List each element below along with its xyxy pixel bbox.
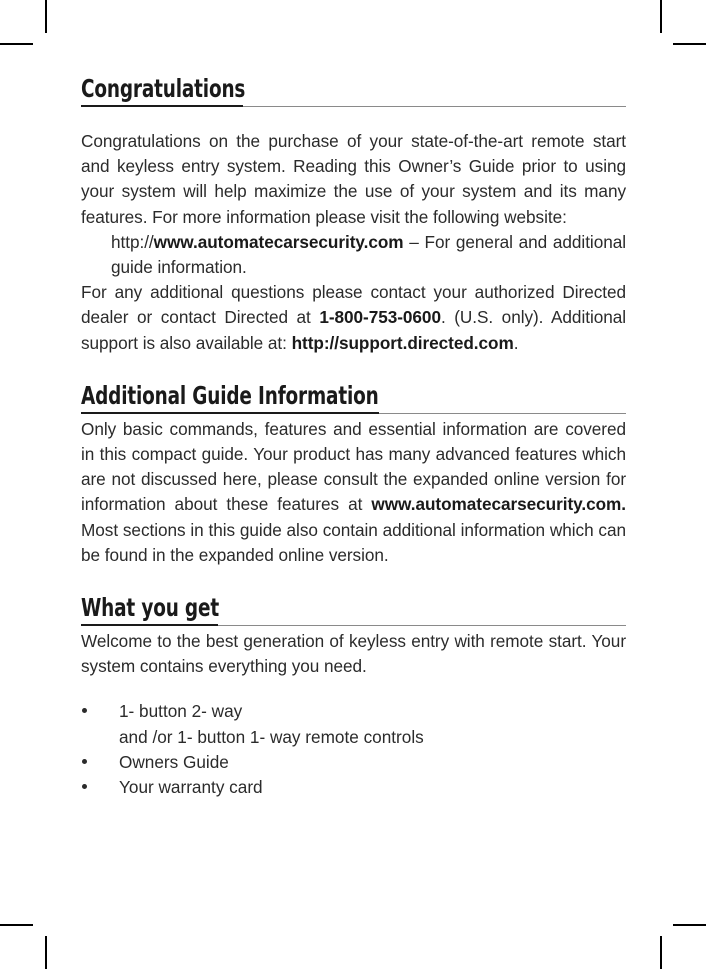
text-run: – For general and additional guide information. bbox=[111, 231, 626, 278]
bullet-icon bbox=[82, 784, 87, 789]
crop-mark-top-left-horizontal bbox=[0, 43, 33, 45]
text-run: http:// bbox=[111, 231, 154, 252]
paragraph-congrats-intro bbox=[81, 129, 626, 230]
paragraph-additional-body bbox=[81, 417, 626, 568]
text-run: Congratulations on the purchase of your state-of-the-art remote start and keyless entry system. Reading this Owner’s Guide prior to using your system will help maximize the use of your system and its many features. For more information please visit the following website: bbox=[81, 131, 626, 227]
support-phone-number: 1-800-753-0600 bbox=[319, 307, 441, 328]
list-item-label: Your warranty card bbox=[119, 777, 263, 798]
paragraph-what-you-get-body bbox=[81, 629, 626, 679]
section-heading-rule-congratulations bbox=[81, 75, 626, 107]
section-what-you-get bbox=[81, 594, 626, 800]
bullet-icon bbox=[82, 708, 87, 713]
list-item-label: Owners Guide bbox=[119, 751, 229, 772]
list-item bbox=[81, 750, 626, 775]
paragraph-congrats-url-line bbox=[111, 230, 626, 280]
crop-mark-top-right-vertical bbox=[660, 0, 662, 33]
page-content bbox=[81, 75, 626, 800]
list-item-sublabel: and /or 1- button 1- way remote controls bbox=[119, 726, 424, 747]
section-heading-rule-what-you-get bbox=[81, 594, 626, 626]
text-run: Only basic commands, features and essential information are covered in this compact guide. Your product has many advanced features which are not discussed here, please consult the expanded online version for information about these features at bbox=[81, 418, 626, 515]
crop-mark-top-right-horizontal bbox=[673, 43, 706, 45]
section-heading-congratulations: Congratulations bbox=[81, 74, 246, 103]
crop-mark-bottom-right-vertical bbox=[660, 936, 662, 969]
bullet-icon bbox=[82, 759, 87, 764]
section-heading-what-you-get: What you get bbox=[81, 593, 219, 623]
paragraph-congrats-contact bbox=[81, 280, 626, 356]
link-automatecarsecurity[interactable]: www.automatecarsecurity.com. bbox=[371, 494, 626, 515]
list-item bbox=[81, 775, 626, 800]
list-item-label: 1- button 2- way bbox=[119, 701, 243, 722]
text-run: . bbox=[513, 332, 519, 353]
crop-mark-bottom-left-horizontal bbox=[0, 924, 33, 926]
link-support-directed[interactable]: http://support.directed.com bbox=[291, 332, 514, 353]
list-item bbox=[81, 699, 626, 749]
crop-mark-top-left-vertical bbox=[45, 0, 47, 33]
crop-mark-bottom-right-horizontal bbox=[673, 924, 706, 926]
what-you-get-list bbox=[81, 699, 626, 800]
text-run: . (U.S. only). Additional support is also available at: bbox=[81, 307, 627, 353]
link-automatecarsecurity[interactable]: www.automatecarsecurity.com bbox=[153, 231, 404, 252]
section-additional-guide-information bbox=[81, 382, 626, 568]
section-heading-rule-additional bbox=[81, 382, 626, 414]
text-run: For any additional questions please contact your authorized Directed dealer or contact Directed at bbox=[81, 282, 626, 328]
section-congratulations bbox=[81, 75, 626, 356]
text-run: Most sections in this guide also contain additional information which can be found in the expanded online version. bbox=[81, 519, 626, 565]
text-run: Welcome to the best generation of keyless entry with remote start. Your system contains everything you need. bbox=[81, 631, 626, 677]
crop-mark-bottom-left-vertical bbox=[45, 936, 47, 969]
section-heading-additional-guide-information: Additional Guide Information bbox=[81, 380, 379, 410]
